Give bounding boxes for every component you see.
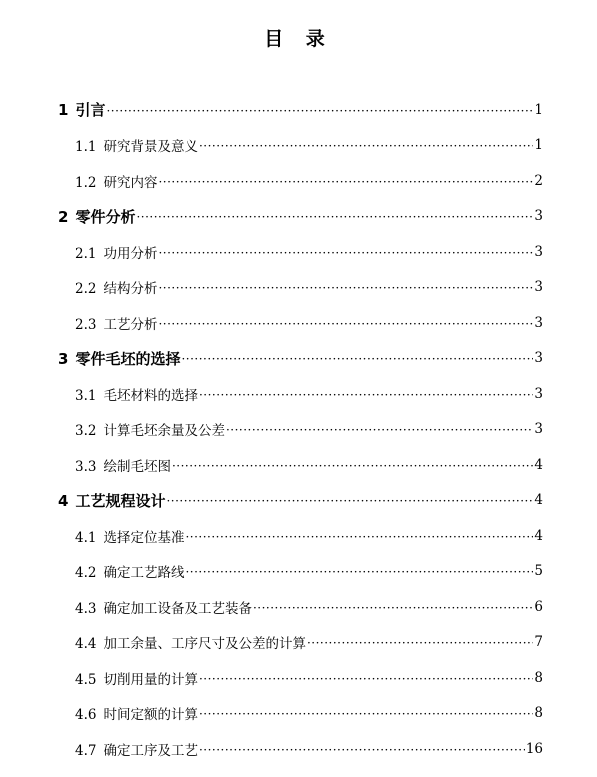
toc-section-entry[interactable]: [0, 589, 597, 625]
toc-section-entry[interactable]: [0, 731, 597, 767]
toc-page-number: 16: [525, 740, 543, 757]
toc-page-number: 4: [534, 456, 543, 473]
toc-entry-title: 结构分析: [103, 281, 158, 298]
toc-entry-number: 4.2: [75, 565, 97, 582]
toc-entry-heading: [75, 277, 157, 297]
toc-entry-heading: [75, 171, 157, 191]
toc-dot-leader: [226, 424, 533, 436]
toc-page-number: 1: [534, 101, 543, 118]
toc-dot-leader: [199, 673, 533, 685]
toc-dot-leader: [199, 389, 533, 401]
toc-page-number: 3: [534, 243, 543, 260]
toc-entry-title: 确定工序及工艺: [103, 742, 198, 759]
toc-page-number: 1: [534, 137, 543, 154]
toc-entry-heading: [75, 419, 225, 439]
toc-section-entry[interactable]: [0, 696, 597, 732]
toc-entry-heading: [58, 348, 180, 369]
toc-page-number: 8: [534, 705, 543, 722]
toc-entry-number: 2.1: [75, 245, 97, 262]
toc-entry-number: 4.7: [75, 742, 97, 759]
toc-dot-leader: [185, 531, 533, 543]
toc-page-number: 4: [534, 492, 543, 509]
toc-entry-title: 零件分析: [75, 207, 136, 226]
toc-entry-number: 4.4: [75, 636, 97, 653]
toc-dot-leader: [158, 282, 533, 294]
toc-entry-number: 3: [58, 349, 69, 368]
toc-entry-number: 4.3: [75, 600, 97, 617]
toc-entry-heading: [75, 455, 171, 475]
toc-entry-heading: [75, 526, 184, 546]
toc-entry-title: 计算毛坯余量及公差: [103, 423, 225, 440]
toc-dot-leader: [199, 708, 533, 720]
toc-entry-number: 1: [58, 101, 69, 120]
toc-section-entry[interactable]: [0, 412, 597, 448]
toc-entry-title: 切削用量的计算: [103, 671, 198, 688]
toc-section-entry[interactable]: [0, 625, 597, 661]
toc-entry-heading: [75, 242, 157, 262]
toc-entry-title: 零件毛坯的选择: [75, 349, 181, 368]
toc-page-number: 3: [534, 350, 543, 367]
toc-entry-heading: [75, 597, 252, 617]
toc-entry-title: 研究背景及意义: [103, 139, 198, 156]
toc-entry-heading: [75, 384, 198, 404]
toc-entry-title: 工艺规程设计: [75, 491, 166, 510]
toc-section-entry[interactable]: [0, 128, 597, 164]
toc-section-entry[interactable]: [0, 660, 597, 696]
toc-entry-number: 1.1: [75, 139, 97, 156]
toc-entry-number: 1.2: [75, 174, 97, 191]
toc-entry-heading: [75, 135, 198, 155]
toc-entry-number: 3.1: [75, 387, 97, 404]
toc-dot-leader: [253, 602, 533, 614]
toc-entry-number: 2.3: [75, 316, 97, 333]
toc-dot-leader: [166, 495, 533, 507]
toc-entry-heading: [75, 703, 198, 723]
toc-entry-title: 引言: [75, 101, 106, 120]
toc-section-entry[interactable]: [0, 376, 597, 412]
toc-section-entry[interactable]: [0, 305, 597, 341]
toc-entry-title: 毛坯材料的选择: [103, 387, 198, 404]
toc-entry-heading: [75, 561, 184, 581]
toc-dot-leader: [199, 744, 525, 756]
toc-page-number: 6: [534, 598, 543, 615]
toc-entry-title: 研究内容: [103, 174, 158, 191]
toc-dot-leader: [106, 105, 533, 117]
toc-dot-leader: [185, 566, 533, 578]
toc-section-entry[interactable]: [0, 518, 597, 554]
toc-entry-heading: [58, 99, 105, 120]
toc-dot-leader: [307, 637, 533, 649]
toc-entry-number: 2: [58, 207, 69, 226]
toc-entry-heading: [75, 313, 157, 333]
toc-page-number: 3: [534, 279, 543, 296]
toc-entry-number: 2.2: [75, 281, 97, 298]
toc-page-number: 2: [534, 172, 543, 189]
toc-dot-leader: [158, 176, 533, 188]
toc-chapter-entry[interactable]: [0, 92, 597, 128]
toc-entry-title: 确定加工设备及工艺装备: [103, 600, 252, 617]
toc-page-number: 3: [534, 314, 543, 331]
toc-page-number: 3: [534, 421, 543, 438]
toc-entry-heading: [75, 668, 198, 688]
toc-page-number: 3: [534, 385, 543, 402]
toc-section-entry[interactable]: [0, 163, 597, 199]
toc-entry-title: 工艺分析: [103, 316, 158, 333]
toc-entry-number: 4.1: [75, 529, 97, 546]
table-of-contents: [0, 92, 597, 767]
toc-dot-leader: [136, 211, 533, 223]
toc-page-number: 3: [534, 208, 543, 225]
toc-entry-title: 加工余量、工序尺寸及公差的计算: [103, 636, 306, 653]
page-title: 目 录: [264, 28, 333, 50]
toc-dot-leader: [181, 353, 533, 365]
toc-entry-number: 3.3: [75, 458, 97, 475]
toc-entry-number: 4.6: [75, 707, 97, 724]
toc-entry-number: 4.5: [75, 671, 97, 688]
toc-entry-title: 功用分析: [103, 245, 158, 262]
toc-entry-heading: [75, 739, 198, 759]
toc-chapter-entry[interactable]: [0, 199, 597, 235]
toc-dot-leader: [158, 318, 533, 330]
toc-page-number: 8: [534, 669, 543, 686]
toc-dot-leader: [172, 460, 533, 472]
toc-entry-title: 确定工艺路线: [103, 565, 185, 582]
toc-page-number: 4: [534, 527, 543, 544]
toc-section-entry[interactable]: [0, 554, 597, 590]
toc-chapter-entry[interactable]: [0, 483, 597, 519]
toc-entry-number: 3.2: [75, 423, 97, 440]
toc-dot-leader: [158, 247, 533, 259]
toc-section-entry[interactable]: [0, 234, 597, 270]
toc-entry-title: 选择定位基准: [103, 529, 185, 546]
toc-dot-leader: [199, 140, 533, 152]
toc-page-number: 7: [534, 634, 543, 651]
toc-entry-heading: [75, 632, 306, 652]
toc-entry-title: 时间定额的计算: [103, 707, 198, 724]
toc-entry-number: 4: [58, 491, 69, 510]
toc-section-entry[interactable]: [0, 270, 597, 306]
toc-entry-heading: [58, 490, 165, 511]
toc-page-number: 5: [534, 563, 543, 580]
toc-entry-title: 绘制毛坯图: [103, 458, 171, 475]
toc-chapter-entry[interactable]: [0, 341, 597, 377]
toc-entry-heading: [58, 206, 135, 227]
toc-section-entry[interactable]: [0, 447, 597, 483]
